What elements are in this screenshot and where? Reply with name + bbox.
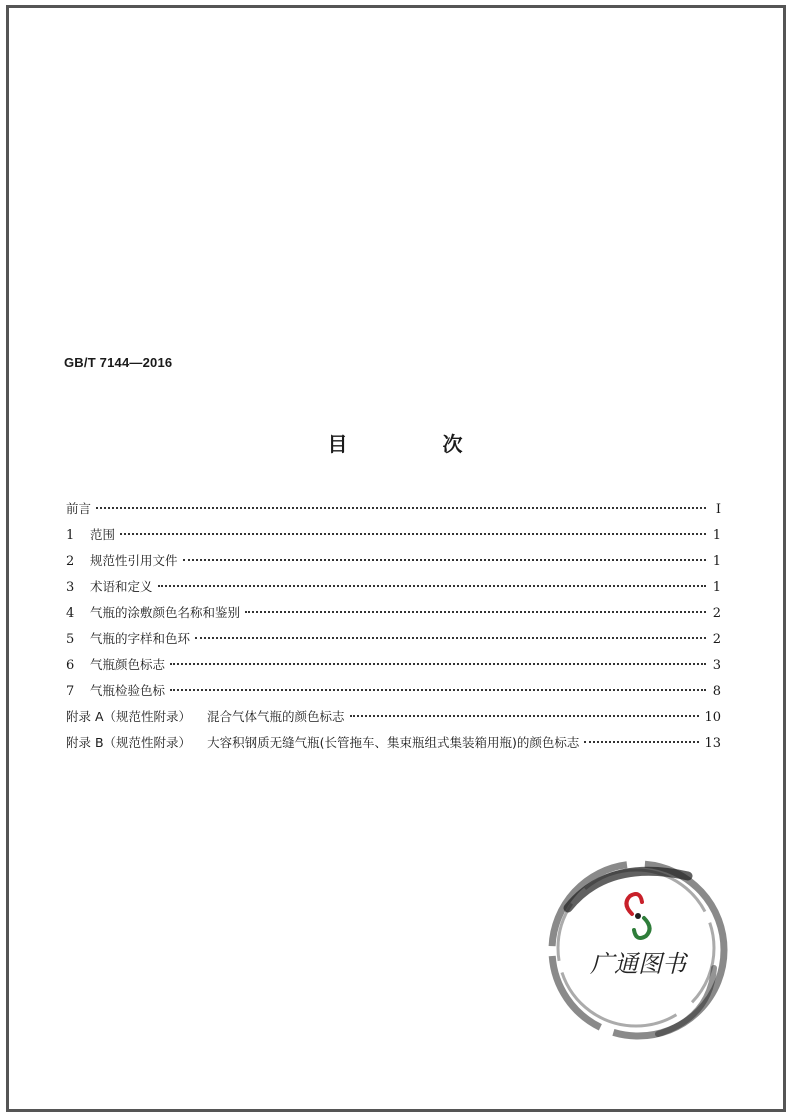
toc-entry-page: 10 (704, 710, 721, 725)
toc-entry-page: 1 (712, 580, 721, 595)
toc-entry-1[interactable] (66, 522, 721, 548)
toc-entry-number: 7 (66, 684, 75, 699)
annex-tag: 附录 A（规范性附录） (66, 709, 192, 724)
toc-entry-page: 3 (712, 658, 721, 673)
toc-title: 目 次 (327, 432, 507, 456)
toc-leader-dots (195, 637, 706, 639)
annex-tag: 附录 B（规范性附录） (66, 735, 192, 750)
toc-leader-dots (183, 559, 706, 561)
table-of-contents (66, 496, 721, 756)
toc-entry-label: 气瓶颜色标志 (90, 657, 166, 672)
toc-entry-page: 2 (712, 632, 721, 647)
toc-entry-page: 8 (712, 684, 721, 699)
toc-entry-7[interactable] (66, 678, 721, 704)
toc-leader-dots (96, 507, 706, 509)
toc-entry-number: 3 (66, 580, 75, 595)
toc-entry-number: 1 (66, 528, 75, 543)
toc-entry-number: 6 (66, 658, 75, 673)
toc-entry-page: 1 (712, 554, 721, 569)
toc-entry-label: 气瓶的字样和色环 (90, 631, 191, 646)
toc-entry-3[interactable] (66, 574, 721, 600)
toc-entry-number: 5 (66, 632, 75, 647)
toc-leader-dots (170, 689, 706, 691)
toc-leader-dots (170, 663, 706, 665)
publisher-seal-logo (538, 848, 738, 1048)
toc-entry-annex-a[interactable] (66, 704, 721, 730)
toc-entry-4[interactable] (66, 600, 721, 626)
toc-entry-label: 气瓶的涂敷颜色名称和鉴别 (90, 605, 241, 620)
seal-calligraphy-text: 广通图书 (590, 950, 686, 978)
toc-entry-preface[interactable] (66, 496, 721, 522)
toc-leader-dots (120, 533, 706, 535)
annex-title: 混合气体气瓶的颜色标志 (207, 709, 345, 724)
toc-entry-page: 2 (712, 606, 721, 621)
toc-entry-2[interactable] (66, 548, 721, 574)
toc-entry-number: 2 (66, 554, 75, 569)
toc-entry-6[interactable] (66, 652, 721, 678)
toc-entry-5[interactable] (66, 626, 721, 652)
seal-emblem-icon (626, 894, 649, 938)
document-code: GB/T 7144—2016 (64, 355, 173, 370)
toc-entry-label: 术语和定义 (90, 579, 153, 594)
toc-entry-label: 前言 (66, 501, 92, 516)
toc-entry-label: 气瓶检验色标 (90, 683, 166, 698)
toc-entry-label (66, 730, 579, 756)
toc-leader-dots (350, 715, 700, 717)
toc-entry-annex-b[interactable] (66, 730, 721, 756)
toc-entry-label: 规范性引用文件 (90, 553, 178, 568)
annex-title: 大容积钢质无缝气瓶(长管拖车、集束瓶组式集装箱用瓶)的颜色标志 (207, 735, 580, 750)
toc-leader-dots (158, 585, 706, 587)
toc-entry-page: 1 (712, 528, 721, 543)
toc-entry-page: I (715, 502, 721, 517)
toc-entry-page: 13 (704, 736, 721, 751)
toc-entry-number: 4 (66, 606, 75, 621)
toc-leader-dots (584, 741, 699, 743)
toc-leader-dots (245, 611, 706, 613)
toc-entry-label: 范围 (90, 527, 116, 542)
toc-entry-label (66, 704, 345, 730)
